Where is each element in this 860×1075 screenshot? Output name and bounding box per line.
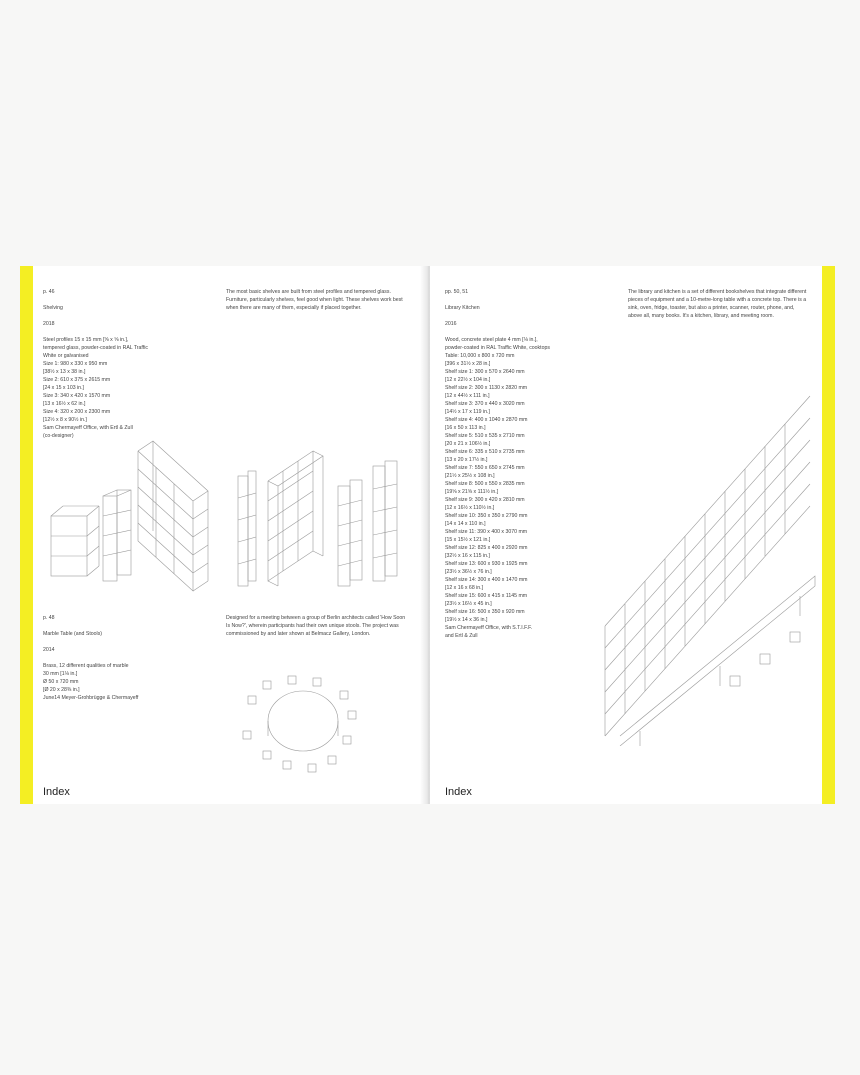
spec-line: Table: 10,000 x 800 x 720 mm xyxy=(445,353,515,359)
spec-line: [32½ x 16 x 115 in.] xyxy=(445,553,490,559)
spec-line: Shelf size 9: 300 x 420 x 2810 mm xyxy=(445,497,525,503)
spec-line: [15 x 15½ x 121 in.] xyxy=(445,537,491,543)
spec-line: [12 x 16 x 68 in.] xyxy=(445,585,484,591)
shelf-unit-1 xyxy=(51,506,99,576)
spec-line: Shelf size 10: 350 x 350 x 2790 mm xyxy=(445,513,528,519)
library-kitchen-specs xyxy=(445,336,625,640)
spec-line: [14 x 14 x 110 in.] xyxy=(445,521,486,527)
spec-line: Shelf size 4: 400 x 1040 x 2870 mm xyxy=(445,417,528,423)
shelf-unit-3 xyxy=(138,441,208,591)
shelving-year: 2018 xyxy=(43,321,55,327)
spec-line: Shelf size 13: 600 x 930 x 1925 mm xyxy=(445,561,528,567)
spec-line: Shelf size 16: 500 x 350 x 920 mm xyxy=(445,609,525,615)
shelving-page-ref: p. 46 xyxy=(43,289,55,295)
spec-line: tempered glass, powder-coated in RAL Traffic xyxy=(43,345,148,351)
spec-line: Sam Chermayeff Office, with S.T.I.F.F. xyxy=(445,625,533,631)
left-page xyxy=(20,266,428,804)
library-kitchen-drawing xyxy=(600,376,820,746)
library-kitchen-description: The library and kitchen is a set of different bookshelves that integrate different pieces of equipment and a 10-metre-long table with a concrete top. There is a sink, oven, fridge, toaster, but also a printer, scanner, router, phone, and, above all, many books. It's a kitchen, library, and meeting room. xyxy=(628,289,807,319)
marble-table-page-ref: p. 48 xyxy=(43,615,55,621)
marble-table-specs xyxy=(43,662,223,702)
marble-table-description: Designed for a meeting between a group of Berlin architects called 'How Soon Is Now?', wherein participants had their own unique stools. The project was commissioned by and later shown at Belmacz Gallery, London. xyxy=(226,615,406,637)
spec-line: [12 x 44½ x 111 in.] xyxy=(445,393,490,399)
spec-line: [19½ x 14 x 36 in.] xyxy=(445,617,488,623)
shelf-unit-4 xyxy=(238,471,256,586)
spec-line: [38½ x 13 x 38 in.] xyxy=(43,369,86,375)
spec-line: [13 x 20 x 17½ in.] xyxy=(445,457,488,463)
marble-table-title: Marble Table (and Stools) xyxy=(43,631,103,637)
spec-line: Shelf size 3: 370 x 440 x 3020 mm xyxy=(445,401,525,407)
spec-line: [20 x 21 x 106½ in.] xyxy=(445,441,491,447)
spec-line: June14 Meyer-Grohbrügge & Chermayeff xyxy=(43,695,139,701)
spec-line: Size 1: 980 x 330 x 950 mm xyxy=(43,361,108,367)
spec-line: powder-coated in RAL Traffic White, cooktops xyxy=(445,345,550,351)
stools xyxy=(243,676,356,772)
spec-line: Shelf size 8: 500 x 550 x 2835 mm xyxy=(445,481,525,487)
spec-line: Shelf size 1: 300 x 570 x 2640 mm xyxy=(445,369,525,375)
spec-line: Shelf size 5: 510 x 535 x 2710 mm xyxy=(445,433,525,439)
spec-line: Size 4: 320 x 200 x 2300 mm xyxy=(43,409,111,415)
spec-line: Size 3: 340 x 420 x 1570 mm xyxy=(43,393,111,399)
spec-line: Wood, concrete steel plate 4 mm [⅛ in.], xyxy=(445,337,538,343)
spec-line: and Ertl & Zull xyxy=(445,633,478,639)
spec-line: Sam Chermayeff Office, with Ertl & Zull xyxy=(43,425,133,431)
spec-line: [13 x 16½ x 62 in.] xyxy=(43,401,86,407)
open-book xyxy=(20,266,835,804)
library-kitchen-year: 2016 xyxy=(445,321,457,327)
shelving-description: The most basic shelves are built from steel profiles and tempered glass. Furniture, particularly shelves, feel good when light. These shelves work best when there are many of them, especially if placed together. xyxy=(226,289,403,311)
spec-line: [23½ x 16½ x 45 in.] xyxy=(445,601,492,607)
spec-line: Steel profiles 15 x 15 mm [⅝ x ⅝ in.], xyxy=(43,337,129,343)
spec-line: Shelf size 2: 300 x 1130 x 2820 mm xyxy=(445,385,528,391)
spec-line: White or galvanised xyxy=(43,353,89,359)
spec-line: [23½ x 36½ x 76 in.] xyxy=(445,569,492,575)
spec-line: Shelf size 11: 390 x 400 x 3070 mm xyxy=(445,529,528,535)
spec-line: Size 2: 610 x 375 x 2615 mm xyxy=(43,377,111,383)
spec-line: [21½ x 25½ x 108 in.] xyxy=(445,473,495,479)
library-kitchen-page-ref: pp. 50, 51 xyxy=(445,289,469,295)
spec-line: [14½ x 17 x 119 in.] xyxy=(445,409,490,415)
shelf-boards xyxy=(605,418,810,714)
spec-line: [16 x 50 x 113 in.] xyxy=(445,425,486,431)
spec-line: [12½ x 8 x 90½ in.] xyxy=(43,417,87,423)
marble-table-drawing xyxy=(228,666,388,804)
spec-line: (co-designer) xyxy=(43,433,74,439)
left-footer-index: Index xyxy=(43,786,70,798)
spec-line: Shelf size 12: 825 x 400 x 2920 mm xyxy=(445,545,528,551)
spec-line: [24 x 15 x 103 in.] xyxy=(43,385,84,391)
library-kitchen-title: Library Kitchen xyxy=(445,305,480,311)
spec-line: [19⅝ x 21⅝ x 111½ in.] xyxy=(445,489,499,495)
spec-line: Shelf size 15: 600 x 415 x 1145 mm xyxy=(445,593,528,599)
spec-line: Shelf size 7: 550 x 650 x 2745 mm xyxy=(445,465,525,471)
marble-table-year: 2014 xyxy=(43,647,55,653)
spec-line: Ø 50 x 720 mm xyxy=(43,679,79,685)
shelf-unit-5 xyxy=(268,451,323,586)
marble-table-entry xyxy=(43,606,223,710)
shelf-unit-2 xyxy=(103,490,131,581)
shelf-columns xyxy=(625,424,785,714)
spec-line: [396 x 31½ x 28 in.] xyxy=(445,361,491,367)
shelving-title: Shelving xyxy=(43,305,63,311)
spec-line: [12 x 22½ x 104 in.] xyxy=(445,377,491,383)
spec-line: Shelf size 14: 300 x 400 x 1470 mm xyxy=(445,577,528,583)
spec-line: Shelf size 6: 335 x 510 x 2735 mm xyxy=(445,449,525,455)
right-footer-index: Index xyxy=(445,786,472,798)
spec-line: [12 x 16½ x 110½ in.] xyxy=(445,505,495,511)
spec-line: [Ø 20 x 28⅜ in.] xyxy=(43,687,80,693)
library-kitchen-entry xyxy=(445,280,625,648)
shelving-drawing xyxy=(33,406,428,606)
shelf-unit-6 xyxy=(338,461,397,586)
spec-line: Brass, 12 different qualities of marble xyxy=(43,663,129,669)
right-page xyxy=(430,266,835,804)
spec-line: 30 mm [1⅛ in.] xyxy=(43,671,78,677)
chairs xyxy=(730,632,800,686)
